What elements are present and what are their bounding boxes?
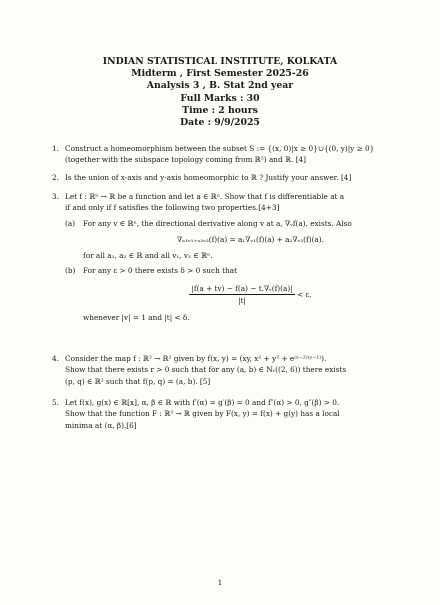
question-text-line: Let f : ℝⁿ → ℝ be a function and let a ∈ ℝⁿ. Show that f is differentiable at a (65, 192, 345, 201)
question-3-part-b (65, 265, 418, 323)
exam-title: Midterm , First Semester 2025-26 (131, 68, 309, 80)
part-text-line: For any ε > 0 there exists δ > 0 such that (83, 266, 238, 276)
part-text-line: For any v ∈ ℝⁿ, the directional derivative along v at a, ∇ᵥf(a), exists. Also (83, 218, 352, 228)
part-text-line: whenever |v| = 1 and |t| < δ. (83, 313, 190, 323)
question-5 (52, 397, 418, 431)
course-title: Analysis 3 , B. Stat 2nd year (146, 80, 294, 92)
page-number: 1 (217, 578, 223, 587)
question-3 (52, 191, 418, 324)
question-text-line: (together with the subspace topology coming from ℝ²) and ℝ. [4] (65, 155, 307, 165)
question-text-line: Is the union of x-axis and y-axis homeomorphic to ℝ ? Justify your answer. [4] (65, 173, 352, 182)
question-text-line: if and only if f satisfies the following two properties.[4+3] (65, 203, 280, 213)
question-text-line: Show that the function F : ℝ² → ℝ given by F(x, y) = f(x) + g(y) has a local (65, 409, 340, 419)
fraction-denominator: |t| (238, 296, 246, 306)
display-inequality (83, 283, 418, 307)
exam-header (0, 56, 440, 129)
question-number: 5. (52, 398, 59, 407)
fraction-numerator: |f(a + tv) − f(a) − t.∇ᵥ(f)(a)| (189, 283, 294, 295)
question-text-line: Show that there exists r > 0 such that for any (a, b) ∈ Nᵣ((2, 6)) there exists (65, 365, 347, 375)
time-limit: Time : 2 hours (182, 104, 258, 116)
fraction (189, 283, 294, 307)
question-number: 1. (52, 144, 59, 153)
question-2 (52, 172, 418, 183)
question-number: 2. (52, 173, 59, 182)
inequality-rhs: < ε, (297, 289, 312, 299)
institute-name: INDIAN STATISTICAL INSTITUTE, KOLKATA (102, 56, 338, 67)
question-number: 3. (52, 192, 59, 201)
question-text-line: Consider the map f : ℝ² → ℝ² given by f(x, y) = (xy, x² + y² + e⁽ˣ⁻²⁾⁽ʸ⁻¹⁾). (65, 354, 327, 363)
question-4 (52, 353, 418, 387)
part-label: (b) (65, 266, 76, 276)
exam-date: Date : 9/9/2025 (180, 117, 260, 129)
question-1 (52, 143, 418, 166)
question-number: 4. (52, 354, 59, 363)
full-marks: Full Marks : 30 (180, 92, 260, 104)
question-3-part-a (65, 218, 418, 262)
display-equation: ∇ₐ₁ᵥ₁₊ₐ₂ᵥ₂(f)(a) = a₁∇ᵥ₁(f)(a) + a₂∇ᵥ₂(f)(a). (177, 234, 324, 244)
part-label: (a) (65, 218, 76, 228)
question-text-line: (p, q) ∈ ℝ² such that f(p, q) = (a, b). [5] (65, 376, 211, 386)
part-text-line: for all a₁, a₂ ∈ ℝ and all v₁, v₂ ∈ ℝⁿ. (83, 251, 213, 261)
question-text-line: Construct a homeomorphism between the subset S := {(x, 0)|x ≥ 0}∪{(0, y)|y ≥ 0} (65, 144, 375, 153)
question-text-line: minima at (α, β).[6] (65, 420, 137, 430)
question-text-line: Let f(x), g(x) ∈ ℝ[x], α, β ∈ ℝ with f′(α) = g′(β) = 0 and f″(α) > 0, g″(β) > 0. (65, 398, 340, 407)
